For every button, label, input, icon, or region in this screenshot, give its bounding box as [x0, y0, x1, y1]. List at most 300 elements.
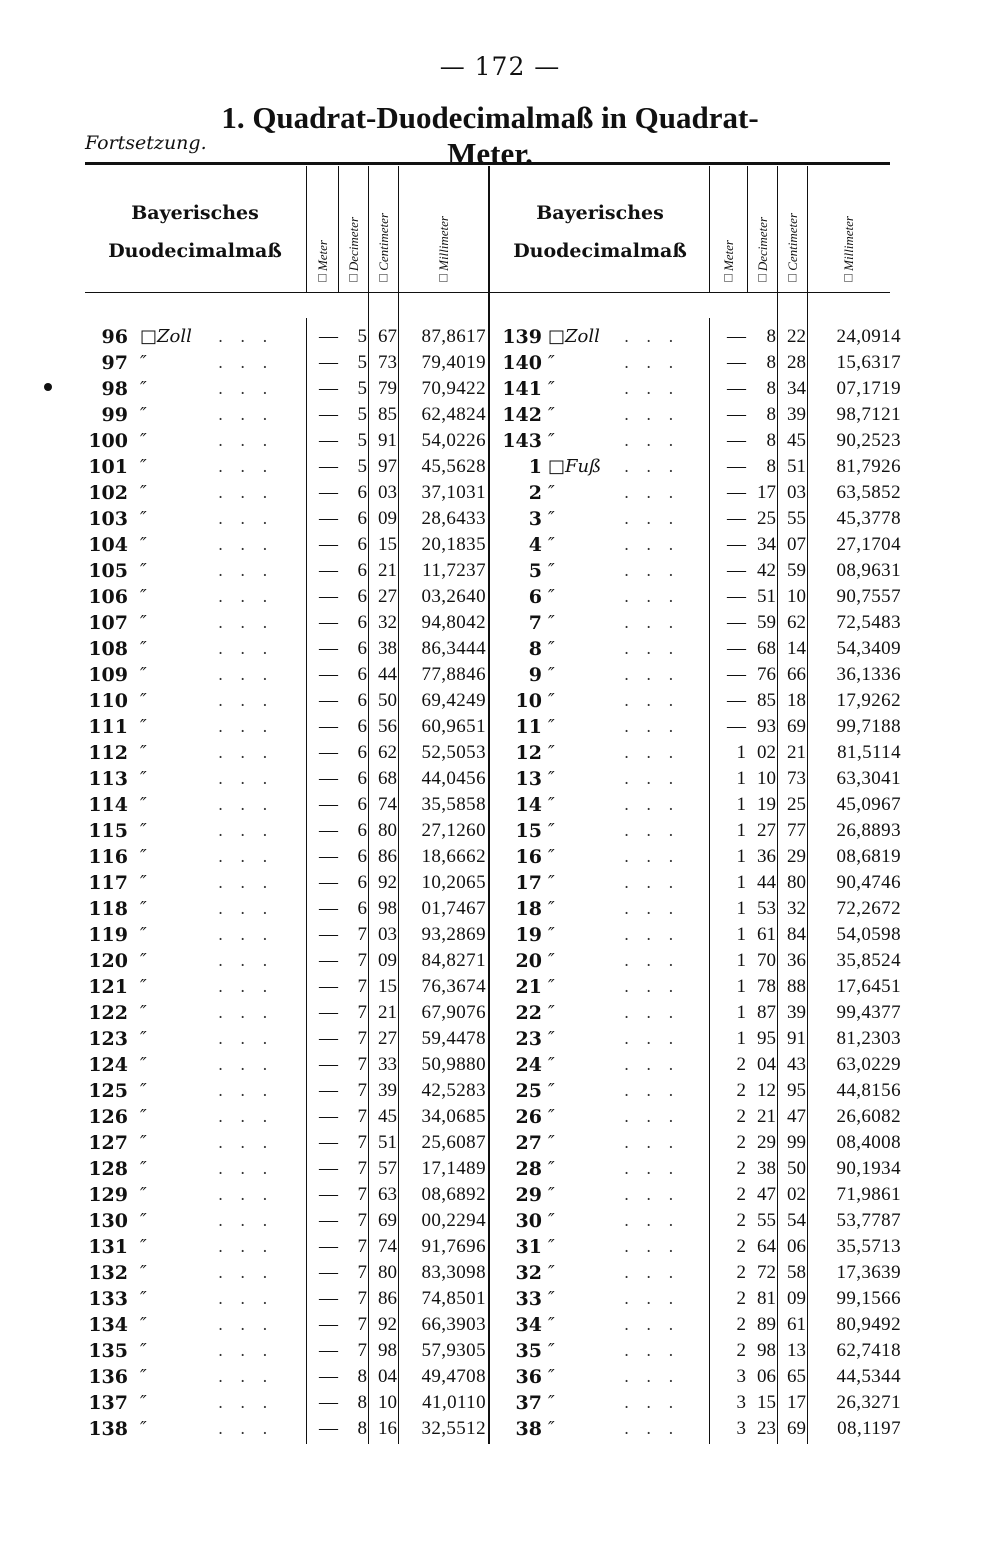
table-row	[0, 1390, 1000, 1416]
right-dot-leader: . . .	[624, 1211, 680, 1230]
left-decimeter: 7	[357, 1236, 367, 1257]
left-meter: —	[319, 924, 338, 945]
left-decimeter: 6	[357, 508, 367, 529]
left-header-line2: Duodecimalmaß	[108, 240, 282, 262]
left-decimeter: 7	[357, 1262, 367, 1283]
right-meter: 2	[736, 1080, 746, 1101]
left-dot-leader: . . .	[218, 535, 274, 554]
left-dot-leader: . . .	[218, 1107, 274, 1126]
left-meter: —	[319, 846, 338, 867]
left-unit: ″	[140, 924, 147, 945]
right-meter: —	[727, 560, 746, 581]
right-decimeter: 61	[757, 924, 776, 945]
left-decimeter: 6	[357, 716, 367, 737]
left-number: 103	[88, 508, 128, 530]
left-meter: —	[319, 430, 338, 451]
right-decimeter: 23	[757, 1418, 776, 1439]
table-row	[0, 1182, 1000, 1208]
right-unit: ″	[548, 1080, 555, 1101]
right-centimeter: 43	[787, 1054, 806, 1075]
left-centimeter-label: □Centimeter	[376, 213, 391, 286]
right-meter: 1	[736, 950, 746, 971]
left-centimeter: 68	[378, 768, 397, 789]
left-unit: ″	[140, 742, 147, 763]
left-number: 124	[88, 1054, 128, 1076]
right-unit: ″	[548, 950, 555, 971]
right-number: 143	[502, 430, 542, 452]
table-row	[0, 896, 1000, 922]
right-centimeter: 91	[787, 1028, 806, 1049]
right-number: 139	[502, 326, 542, 348]
right-decimeter: 8	[766, 326, 776, 347]
left-decimeter: 6	[357, 638, 367, 659]
table-row	[0, 558, 1000, 584]
left-unit: ″	[140, 898, 147, 919]
right-unit: ″	[548, 690, 555, 711]
left-millimeter: 49,4708	[421, 1366, 486, 1387]
right-number: 9	[528, 664, 542, 686]
left-meter: —	[319, 1002, 338, 1023]
left-number: 119	[88, 924, 128, 946]
left-centimeter: 86	[378, 1288, 397, 1309]
right-unit: ″	[548, 794, 555, 815]
left-number: 135	[88, 1340, 128, 1362]
left-number: 96	[101, 326, 128, 348]
left-meter: —	[319, 1028, 338, 1049]
table-row	[0, 1078, 1000, 1104]
left-centimeter: 39	[378, 1080, 397, 1101]
left-meter: —	[319, 326, 338, 347]
right-decimeter: 8	[766, 352, 776, 373]
right-meter: —	[727, 664, 746, 685]
left-dot-leader: . . .	[218, 587, 274, 606]
left-dot-leader: . . .	[218, 873, 274, 892]
right-unit: ″	[548, 482, 555, 503]
right-unit: ″	[548, 872, 555, 893]
right-meter: 2	[736, 1314, 746, 1335]
right-number: 13	[515, 768, 542, 790]
left-decimeter: 7	[357, 1184, 367, 1205]
left-centimeter: 86	[378, 846, 397, 867]
right-meter-label: □Meter	[721, 239, 736, 286]
right-centimeter: 69	[787, 1418, 806, 1439]
right-dot-leader: . . .	[624, 977, 680, 996]
left-unit: ″	[140, 1418, 147, 1439]
left-meter: —	[319, 482, 338, 503]
right-millimeter: 17,9262	[836, 690, 901, 711]
right-unit: ″	[548, 430, 555, 451]
left-millimeter: 17,1489	[421, 1158, 486, 1179]
right-millimeter: 72,5483	[836, 612, 901, 633]
right-number: 8	[528, 638, 542, 660]
right-centimeter: 65	[787, 1366, 806, 1387]
left-centimeter: 69	[378, 1210, 397, 1231]
left-centimeter: 80	[378, 1262, 397, 1283]
left-meter: —	[319, 1262, 338, 1283]
left-dot-leader: . . .	[218, 769, 274, 788]
left-centimeter: 63	[378, 1184, 397, 1205]
left-meter: —	[319, 1366, 338, 1387]
table-row	[0, 636, 1000, 662]
left-millimeter: 18,6662	[421, 846, 486, 867]
right-meter: 1	[736, 846, 746, 867]
right-decimeter-label: □Decimeter	[755, 216, 770, 286]
right-centimeter: 47	[787, 1106, 806, 1127]
left-number: 132	[88, 1262, 128, 1284]
right-dot-leader: . . .	[624, 587, 680, 606]
left-millimeter: 11,7237	[422, 560, 486, 581]
left-centimeter: 21	[378, 1002, 397, 1023]
right-decimeter: 19	[757, 794, 776, 815]
left-number: 120	[88, 950, 128, 972]
left-centimeter: 15	[378, 534, 397, 555]
right-millimeter: 81,7926	[836, 456, 901, 477]
left-centimeter: 57	[378, 1158, 397, 1179]
right-number: 140	[502, 352, 542, 374]
left-decimeter: 7	[357, 1080, 367, 1101]
left-dot-leader: . . .	[218, 509, 274, 528]
right-dot-leader: . . .	[624, 847, 680, 866]
right-centimeter: 25	[787, 794, 806, 815]
right-millimeter-header	[809, 166, 889, 290]
left-unit: ″	[140, 1210, 147, 1231]
right-number: 38	[515, 1418, 542, 1440]
left-centimeter: 15	[378, 976, 397, 997]
right-millimeter: 08,1197	[837, 1418, 901, 1439]
right-dot-leader: . . .	[624, 1029, 680, 1048]
left-dot-leader: . . .	[218, 665, 274, 684]
left-unit: ″	[140, 664, 147, 685]
left-decimeter: 7	[357, 1132, 367, 1153]
right-decimeter: 76	[757, 664, 776, 685]
right-number: 20	[515, 950, 542, 972]
left-millimeter: 77,8846	[421, 664, 486, 685]
right-unit: ″	[548, 1366, 555, 1387]
left-centimeter: 32	[378, 612, 397, 633]
right-dot-leader: . . .	[624, 1185, 680, 1204]
table-row	[0, 584, 1000, 610]
right-centimeter-header	[779, 166, 807, 290]
left-dot-leader: . . .	[218, 743, 274, 762]
left-decimeter-header	[340, 166, 368, 290]
left-unit: ″	[140, 456, 147, 477]
right-meter: 2	[736, 1158, 746, 1179]
right-number: 26	[515, 1106, 542, 1128]
right-millimeter-label: □Millimeter	[841, 216, 856, 286]
left-centimeter: 91	[378, 430, 397, 451]
left-dot-leader: . . .	[218, 1289, 274, 1308]
right-number: 16	[515, 846, 542, 868]
left-millimeter: 60,9651	[421, 716, 486, 737]
left-decimeter: 6	[357, 846, 367, 867]
right-number: 19	[515, 924, 542, 946]
table-row	[0, 454, 1000, 480]
right-meter: 3	[736, 1418, 746, 1439]
right-unit: ″	[548, 1132, 555, 1153]
right-millimeter: 44,5344	[836, 1366, 901, 1387]
right-centimeter: 95	[787, 1080, 806, 1101]
left-number: 116	[88, 846, 128, 868]
right-millimeter: 90,2523	[836, 430, 901, 451]
right-dot-leader: . . .	[624, 1159, 680, 1178]
left-decimeter: 8	[357, 1366, 367, 1387]
left-number: 112	[88, 742, 128, 764]
left-decimeter: 7	[357, 1028, 367, 1049]
left-number: 122	[88, 1002, 128, 1024]
right-unit: ″	[548, 586, 555, 607]
right-centimeter: 62	[787, 612, 806, 633]
left-dot-leader: . . .	[218, 405, 274, 424]
table-row	[0, 1052, 1000, 1078]
table-row	[0, 324, 1000, 350]
left-dot-leader: . . .	[218, 1419, 274, 1438]
left-meter: —	[319, 1392, 338, 1413]
right-centimeter: 54	[787, 1210, 806, 1231]
right-millimeter: 54,0598	[836, 924, 901, 945]
left-unit: ″	[140, 1392, 147, 1413]
right-unit: ″	[548, 1158, 555, 1179]
right-millimeter: 17,3639	[836, 1262, 901, 1283]
left-centimeter-header	[370, 166, 398, 290]
left-millimeter-header	[400, 166, 488, 290]
right-millimeter: 63,0229	[836, 1054, 901, 1075]
left-number: 101	[88, 456, 128, 478]
right-decimeter: 12	[757, 1080, 776, 1101]
right-unit: ″	[548, 898, 555, 919]
right-centimeter: 77	[787, 820, 806, 841]
left-meter: —	[319, 664, 338, 685]
right-millimeter: 90,7557	[836, 586, 901, 607]
left-number: 105	[88, 560, 128, 582]
right-centimeter: 34	[787, 378, 806, 399]
left-millimeter: 50,9880	[421, 1054, 486, 1075]
right-number: 21	[515, 976, 542, 998]
right-dot-leader: . . .	[624, 821, 680, 840]
left-unit: ″	[140, 586, 147, 607]
right-centimeter-label: □Centimeter	[785, 213, 800, 286]
right-number: 27	[515, 1132, 542, 1154]
right-centimeter: 50	[787, 1158, 806, 1179]
table-row	[0, 1312, 1000, 1338]
left-unit-header	[90, 194, 300, 270]
right-dot-leader: . . .	[624, 899, 680, 918]
table-row	[0, 532, 1000, 558]
right-decimeter: 68	[757, 638, 776, 659]
left-decimeter: 6	[357, 664, 367, 685]
left-meter: —	[319, 534, 338, 555]
left-meter: —	[319, 820, 338, 841]
right-meter: 1	[736, 742, 746, 763]
left-dot-leader: . . .	[218, 847, 274, 866]
left-unit: ″	[140, 1106, 147, 1127]
right-decimeter: 8	[766, 456, 776, 477]
right-millimeter: 08,4008	[836, 1132, 901, 1153]
table-row	[0, 428, 1000, 454]
left-unit: ″	[140, 1028, 147, 1049]
right-unit: □Zoll	[548, 326, 600, 347]
right-millimeter: 27,1704	[836, 534, 901, 555]
left-decimeter: 5	[357, 352, 367, 373]
right-dot-leader: . . .	[624, 1315, 680, 1334]
left-meter-label: □Meter	[315, 239, 330, 286]
right-millimeter: 90,1934	[836, 1158, 901, 1179]
left-unit: ″	[140, 976, 147, 997]
left-millimeter: 41,0110	[422, 1392, 486, 1413]
left-number: 108	[88, 638, 128, 660]
right-decimeter: 34	[757, 534, 776, 555]
left-millimeter: 52,5053	[421, 742, 486, 763]
right-decimeter: 53	[757, 898, 776, 919]
right-dot-leader: . . .	[624, 561, 680, 580]
right-meter: 2	[736, 1210, 746, 1231]
right-decimeter: 87	[757, 1002, 776, 1023]
left-millimeter: 66,3903	[421, 1314, 486, 1335]
right-dot-leader: . . .	[624, 1289, 680, 1308]
right-centimeter: 59	[787, 560, 806, 581]
left-dot-leader: . . .	[218, 1133, 274, 1152]
right-meter: 1	[736, 976, 746, 997]
right-unit: ″	[548, 924, 555, 945]
right-number: 35	[515, 1340, 542, 1362]
right-millimeter: 24,0914	[836, 326, 901, 347]
table-row	[0, 506, 1000, 532]
left-centimeter: 33	[378, 1054, 397, 1075]
left-unit: ″	[140, 638, 147, 659]
left-unit: ″	[140, 768, 147, 789]
left-meter: —	[319, 1418, 338, 1439]
table-row	[0, 1286, 1000, 1312]
table-row	[0, 1416, 1000, 1442]
left-meter: —	[319, 404, 338, 425]
right-millimeter: 26,6082	[836, 1106, 901, 1127]
left-dot-leader: . . .	[218, 1315, 274, 1334]
right-millimeter: 26,3271	[836, 1392, 901, 1413]
right-dot-leader: . . .	[624, 1081, 680, 1100]
right-meter: 2	[736, 1288, 746, 1309]
left-centimeter: 98	[378, 1340, 397, 1361]
left-meter: —	[319, 1210, 338, 1231]
left-number: 130	[88, 1210, 128, 1232]
left-dot-leader: . . .	[218, 1003, 274, 1022]
left-unit: ″	[140, 846, 147, 867]
left-number: 126	[88, 1106, 128, 1128]
left-meter: —	[319, 742, 338, 763]
right-centimeter: 14	[787, 638, 806, 659]
right-dot-leader: . . .	[624, 1055, 680, 1074]
left-millimeter: 08,6892	[421, 1184, 486, 1205]
left-decimeter: 6	[357, 898, 367, 919]
left-millimeter: 87,8617	[421, 326, 486, 347]
right-decimeter: 21	[757, 1106, 776, 1127]
right-meter: —	[727, 378, 746, 399]
right-number: 37	[515, 1392, 542, 1414]
left-number: 102	[88, 482, 128, 504]
left-decimeter-label: □Decimeter	[346, 216, 361, 286]
right-centimeter: 13	[787, 1340, 806, 1361]
right-number: 17	[515, 872, 542, 894]
right-meter: 1	[736, 1002, 746, 1023]
left-millimeter: 34,0685	[421, 1106, 486, 1127]
table-row	[0, 350, 1000, 376]
right-millimeter: 15,6317	[836, 352, 901, 373]
right-meter-header	[711, 166, 747, 290]
left-centimeter: 56	[378, 716, 397, 737]
right-centimeter: 73	[787, 768, 806, 789]
left-number: 97	[101, 352, 128, 374]
left-meter: —	[319, 612, 338, 633]
table-row	[0, 1026, 1000, 1052]
right-dot-leader: . . .	[624, 327, 680, 346]
left-decimeter: 5	[357, 430, 367, 451]
right-millimeter: 17,6451	[836, 976, 901, 997]
right-unit: ″	[548, 1002, 555, 1023]
right-dot-leader: . . .	[624, 873, 680, 892]
right-dot-leader: . . .	[624, 431, 680, 450]
right-centimeter: 58	[787, 1262, 806, 1283]
right-centimeter: 84	[787, 924, 806, 945]
right-meter: 2	[736, 1340, 746, 1361]
left-meter: —	[319, 872, 338, 893]
right-decimeter: 04	[757, 1054, 776, 1075]
right-millimeter: 63,5852	[836, 482, 901, 503]
right-dot-leader: . . .	[624, 795, 680, 814]
left-millimeter: 44,0456	[421, 768, 486, 789]
right-meter: —	[727, 534, 746, 555]
left-millimeter: 70,9422	[421, 378, 486, 399]
right-unit: ″	[548, 820, 555, 841]
right-meter: 1	[736, 820, 746, 841]
left-dot-leader: . . .	[218, 483, 274, 502]
left-meter: —	[319, 560, 338, 581]
left-meter: —	[319, 1314, 338, 1335]
right-meter: 2	[736, 1132, 746, 1153]
right-millimeter: 99,7188	[836, 716, 901, 737]
right-decimeter: 47	[757, 1184, 776, 1205]
right-dot-leader: . . .	[624, 1133, 680, 1152]
right-decimeter-header	[749, 166, 777, 290]
left-unit: ″	[140, 508, 147, 529]
right-number: 4	[528, 534, 542, 556]
left-dot-leader: . . .	[218, 1211, 274, 1230]
left-meter: —	[319, 456, 338, 477]
left-number: 121	[88, 976, 128, 998]
table-row	[0, 1338, 1000, 1364]
right-decimeter: 51	[757, 586, 776, 607]
right-decimeter: 85	[757, 690, 776, 711]
left-millimeter: 03,2640	[421, 586, 486, 607]
left-number: 114	[88, 794, 128, 816]
right-meter: 2	[736, 1106, 746, 1127]
right-number: 12	[515, 742, 542, 764]
right-dot-leader: . . .	[624, 1107, 680, 1126]
right-dot-leader: . . .	[624, 379, 680, 398]
left-dot-leader: . . .	[218, 613, 274, 632]
right-centimeter: 39	[787, 1002, 806, 1023]
right-centimeter: 45	[787, 430, 806, 451]
left-decimeter: 6	[357, 742, 367, 763]
right-meter: —	[727, 612, 746, 633]
right-centimeter: 22	[787, 326, 806, 347]
left-number: 104	[88, 534, 128, 556]
left-millimeter: 74,8501	[421, 1288, 486, 1309]
right-decimeter: 42	[757, 560, 776, 581]
table-row	[0, 376, 1000, 402]
right-unit: ″	[548, 534, 555, 555]
left-decimeter: 6	[357, 794, 367, 815]
left-millimeter: 83,3098	[421, 1262, 486, 1283]
left-dot-leader: . . .	[218, 691, 274, 710]
right-meter: —	[727, 690, 746, 711]
